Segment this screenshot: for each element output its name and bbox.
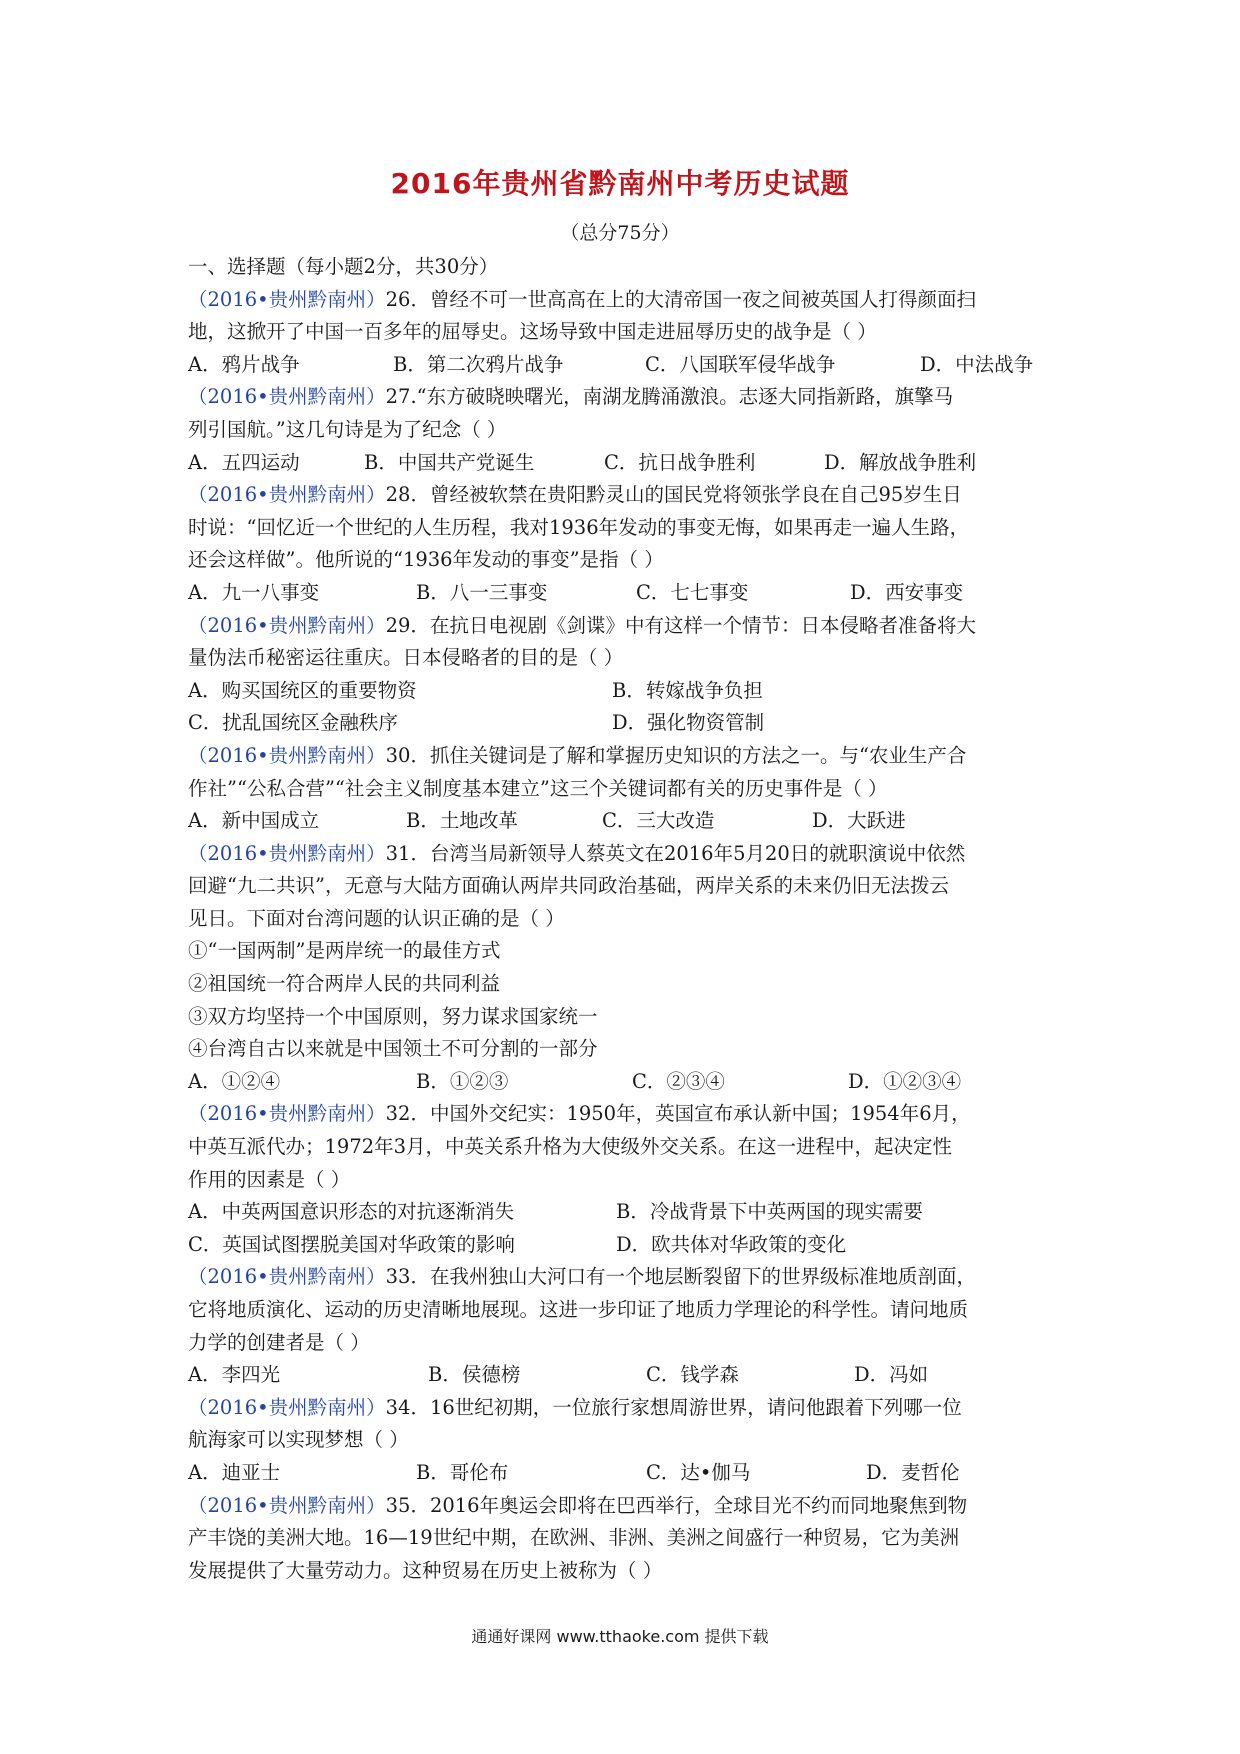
page-title: 2016年贵州省黔南州中考历史试题 — [390, 167, 850, 200]
option-d: D．强化物资管制 — [612, 711, 765, 735]
option-a: A．中英两国意识形态的对抗逐渐消失 — [188, 1200, 515, 1224]
question-31 — [188, 838, 1068, 1099]
option-a: A．五四运动 — [188, 450, 300, 474]
option-d: D．麦哲伦 — [866, 1460, 960, 1484]
source-tag: （2016•贵州黔南州） — [188, 385, 386, 409]
option-c: C．英国试图摆脱美国对华政策的影响 — [188, 1232, 515, 1256]
total-score: （总分75分） — [560, 222, 680, 244]
source-tag: （2016•贵州黔南州） — [188, 841, 386, 865]
question-stem: 35．2016年奥运会即将在巴西举行，全球目光不约而同地聚焦到物 — [385, 1493, 968, 1517]
option-c: C．七七事变 — [636, 580, 749, 604]
options-row — [188, 1066, 1068, 1099]
source-tag: （2016•贵州黔南州） — [188, 1493, 386, 1517]
question-stem: 27.“东方破晓映曙光，南湖龙腾涌激浪。志逐大同指新路，旗擎马 — [385, 385, 954, 409]
option-b: B．转嫁战争负担 — [612, 678, 763, 702]
statement-2: ②祖国统一符合两岸人民的共同利益 — [188, 972, 501, 996]
source-tag: （2016•贵州黔南州） — [188, 483, 386, 507]
question-stem: 30．抓住关键词是了解和掌握历史知识的方法之一。与“农业生产合 — [385, 743, 967, 767]
option-c: C．三大改造 — [602, 809, 715, 833]
question-26 — [188, 284, 1068, 382]
question-29 — [188, 610, 1068, 740]
source-tag: （2016•贵州黔南州） — [188, 613, 386, 637]
question-section — [188, 251, 1068, 1587]
question-30 — [188, 740, 1068, 838]
option-d: D．解放战争胜利 — [824, 450, 977, 474]
question-stem: 产丰饶的美洲大地。16—19世纪中期，在欧洲、非洲、美洲之间盛行一种贸易，它为美洲 — [188, 1526, 960, 1550]
question-32 — [188, 1098, 1068, 1261]
question-stem: 发展提供了大量劳动力。这种贸易在历史上被称为（ ） — [188, 1558, 663, 1582]
options-row — [188, 577, 1068, 610]
option-a: A．①②④ — [188, 1069, 281, 1093]
question-stem: 它将地质演化、运动的历史清晰地展现。这进一步印证了地质力学理论的科学性。请问地质 — [188, 1298, 969, 1321]
question-stem: 作用的因素是（ ） — [188, 1167, 351, 1191]
option-b: B．第二次鸦片战争 — [393, 352, 564, 376]
option-b: B．哥伦布 — [416, 1460, 509, 1484]
option-d: D．西安事变 — [850, 580, 964, 604]
statement-1: ①“一国两制”是两岸统一的最佳方式 — [188, 939, 501, 963]
source-tag: （2016•贵州黔南州） — [188, 743, 386, 767]
option-a: A．李四光 — [188, 1363, 281, 1387]
options-row — [188, 447, 1068, 480]
option-a: A．九一八事变 — [188, 580, 320, 604]
option-c: C．钱学森 — [646, 1363, 739, 1387]
question-stem: 量伪法币秘密运往重庆。日本侵略者的目的是（ ） — [188, 646, 624, 670]
option-d: D．①②③④ — [848, 1069, 962, 1093]
question-stem: 见日。下面对台湾问题的认识正确的是（ ） — [188, 906, 565, 930]
statement-3: ③双方均坚持一个中国原则，努力谋求国家统一 — [188, 1004, 598, 1028]
question-stem: 28．曾经被软禁在贵阳黔灵山的国民党将领张学良在自己95岁生日 — [385, 483, 962, 507]
option-c: C．达•伽马 — [646, 1460, 751, 1484]
option-b: B．①②③ — [416, 1069, 509, 1093]
option-c: C．抗日战争胜利 — [604, 450, 756, 474]
question-27 — [188, 381, 1068, 479]
source-tag: （2016•贵州黔南州） — [188, 1395, 386, 1419]
question-stem: 航海家可以实现梦想（ ） — [188, 1428, 409, 1452]
question-28 — [188, 479, 1068, 609]
source-tag: （2016•贵州黔南州） — [188, 287, 386, 311]
question-stem: 中英互派代办；1972年3月，中英关系升格为大使级外交关系。在这一进程中，起决定性 — [188, 1135, 953, 1159]
option-a: A．新中国成立 — [188, 809, 320, 833]
options-row — [188, 707, 1068, 740]
options-row — [188, 1229, 1068, 1262]
question-stem: 26．曾经不可一世高高在上的大清帝国一夜之间被英国人打得颜面扫 — [385, 287, 976, 311]
option-b: B．八一三事变 — [416, 580, 548, 604]
question-stem: 时说：“回忆近一个世纪的人生历程，我对1936年发动的事变无悔，如果再走一遍人生路， — [188, 515, 970, 539]
options-row — [188, 1457, 1068, 1490]
option-d: D．中法战争 — [920, 352, 1034, 376]
section-heading: 一、选择题（每小题2分，共30分） — [188, 255, 499, 278]
question-stem: 力学的创建者是（ ） — [188, 1330, 370, 1354]
question-stem: 回避“九二共识”，无意与大陆方面确认两岸共同政治基础，两岸关系的未来仍旧无法拨云 — [188, 874, 949, 898]
option-a: A．鸦片战争 — [188, 352, 300, 376]
statement-4: ④台湾自古以来就是中国领土不可分割的一部分 — [188, 1037, 598, 1061]
source-tag: （2016•贵州黔南州） — [188, 1265, 386, 1289]
question-33 — [188, 1261, 1068, 1391]
option-b: B．冷战背景下中英两国的现实需要 — [616, 1200, 923, 1224]
question-stem: 32．中国外交纪实：1950年，英国宣布承认新中国；1954年6月， — [385, 1102, 971, 1126]
option-d: D．大跃进 — [812, 809, 906, 833]
options-row — [188, 675, 1068, 708]
question-stem: 29．在抗日电视剧《剑谍》中有这样一个情节：日本侵略者准备将大 — [385, 613, 976, 637]
option-b: B．中国共产党诞生 — [364, 450, 535, 474]
question-stem: 列引国航。”这几句诗是为了纪念（ ） — [188, 417, 507, 441]
option-d: D．欧共体对华政策的变化 — [616, 1232, 847, 1256]
question-stem: 33．在我州独山大河口有一个地层断裂留下的世界级标准地质剖面， — [385, 1265, 976, 1289]
question-35 — [188, 1490, 1068, 1588]
question-34 — [188, 1392, 1068, 1490]
option-a: A．购买国统区的重要物资 — [188, 678, 417, 702]
options-row — [188, 805, 1068, 838]
question-stem: 还会这样做”。他所说的“1936年发动的事变”是指（ ） — [188, 548, 664, 572]
question-stem: 地，这掀开了中国一百多年的屈辱史。这场导致中国走进屈辱历史的战争是（ ） — [188, 320, 877, 344]
option-c: C．②③④ — [632, 1069, 725, 1093]
source-tag: （2016•贵州黔南州） — [188, 1102, 386, 1126]
page-footer: 通通好课网 www.tthaoke.com 提供下载 — [471, 1627, 769, 1646]
question-stem: 作社”“公私合营”“社会主义制度基本建立”这三个关键词都有关的历史事件是（ ） — [188, 776, 888, 800]
options-row — [188, 1359, 1068, 1392]
question-stem: 31．台湾当局新领导人蔡英文在2016年5月20日的就职演说中依然 — [385, 841, 966, 865]
option-b: B．侯德榜 — [428, 1363, 521, 1387]
option-b: B．土地改革 — [406, 809, 518, 833]
options-row — [188, 349, 1068, 382]
option-a: A．迪亚士 — [188, 1460, 281, 1484]
option-d: D．冯如 — [854, 1363, 929, 1387]
question-stem: 34．16世纪初期，一位旅行家想周游世界，请问他跟着下列哪一位 — [385, 1395, 962, 1419]
options-row — [188, 1196, 1068, 1229]
option-c: C．八国联军侵华战争 — [645, 352, 836, 376]
option-c: C．扰乱国统区金融秩序 — [188, 711, 398, 735]
